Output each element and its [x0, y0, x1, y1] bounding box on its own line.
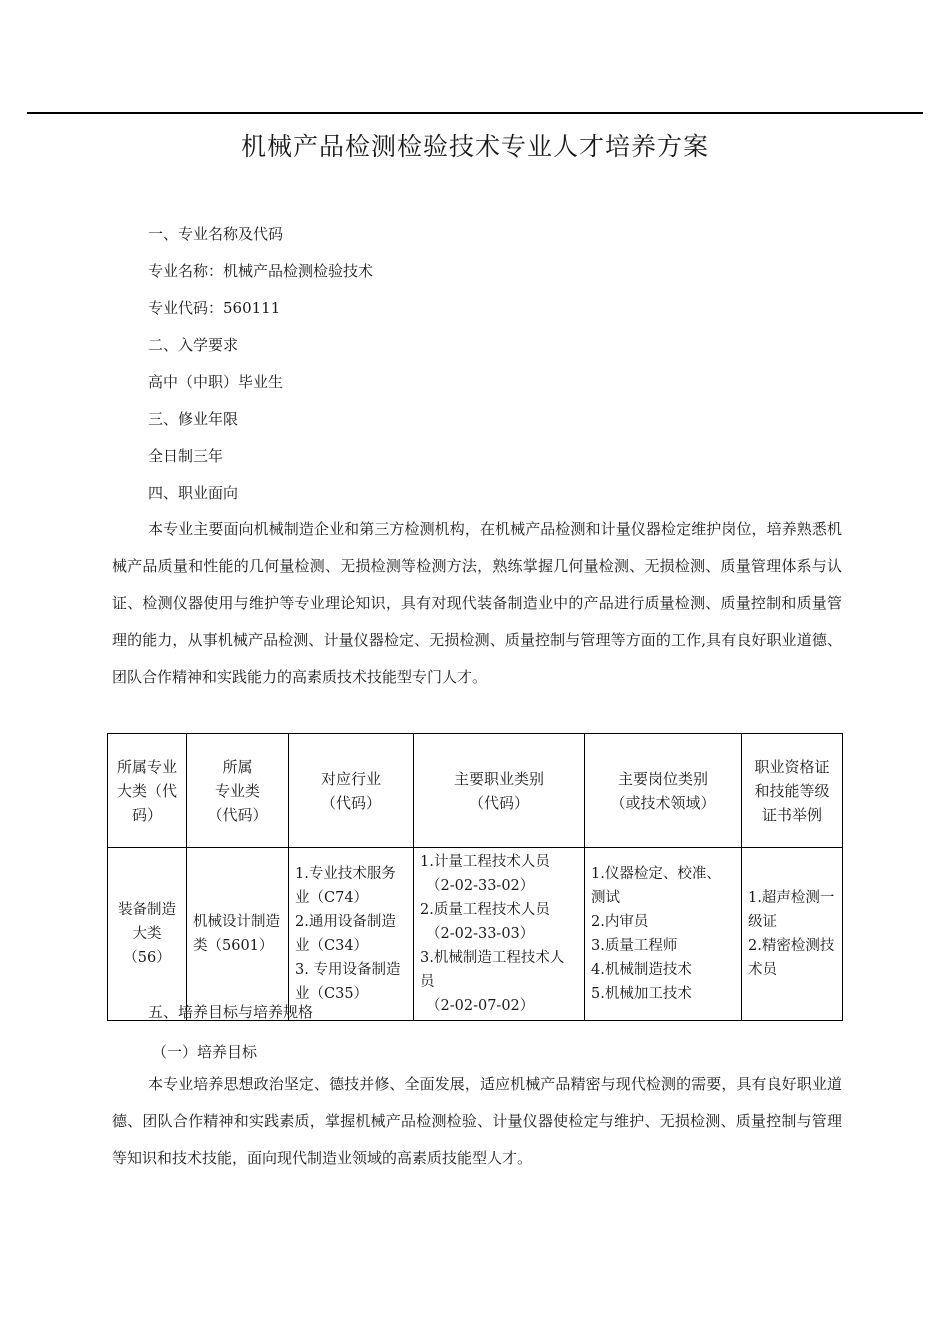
section-2-heading: 二、入学要求	[148, 336, 239, 354]
career-paragraph: 本专业主要面向机械制造企业和第三方检测机构，在机械产品检测和计量仪器检定维护岗位，培养熟悉机械产品质量和性能的几何量检测、无损检测等检测方法，熟练掌握几何量检测、无损检测、质量管理体系与认证、检测仪器使用与维护等专业理论知识，具有对现代装备制造业中的产品进行质量检测、质量控制和质量管理的能力，从事机械产品检测、计量仪器检定、无损检测、质量控制与管理等方面的工作,具有良好职业道德、团队合作精神和实践能力的高素质技术技能型专门人才。	[112, 520, 842, 686]
section-1-heading: 一、专业名称及代码	[148, 225, 284, 243]
table-row	[108, 848, 843, 1021]
cell-certificates: 1.超声检测一级证 2.精密检测技术员	[742, 848, 843, 1021]
cell-major-category: 装备制造大类（56）	[108, 848, 187, 1021]
section-3-heading: 三、修业年限	[148, 410, 239, 428]
goal-paragraph: 本专业培养思想政治坚定、德技并修、全面发展，适应机械产品精密与现代检测的需要，具有良好职业道德、团队合作精神和实践素质，掌握机械产品检测检验、计量仪器使检定与维护、无损检测、质量控制与管理等知识和技术技能，面向现代制造业领域的高素质技能型人才。	[112, 1075, 842, 1167]
cell-major-class: 机械设计制造类（5601）	[187, 848, 289, 1021]
section-5-heading: 五、培养目标与培养规格	[148, 1003, 314, 1021]
cell-position: 1.仪器检定、校准、测试 2.内审员 3.质量工程师 4.机械制造技术 5.机械加工技术	[585, 848, 742, 1021]
cell-industry: 1.专业技术服务业（C74） 2.通用设备制造业（C34） 3. 专用设备制造业（C35）	[289, 848, 414, 1021]
major-name: 专业名称：机械产品检测检验技术	[148, 262, 374, 280]
occupation-table	[107, 733, 843, 1021]
cell-occupation: 1.计量工程技术人员 （2-02-33-02） 2.质量工程技术人员 （2-02-33-03） 3.机械制造工程技术人员 （2-02-07-02）	[414, 848, 585, 1021]
header-industry: 对应行业 （代码）	[289, 734, 414, 848]
header-occupation: 主要职业类别 （代码）	[414, 734, 585, 848]
header-major-class: 所属 专业类 （代码）	[187, 734, 289, 848]
header-major-category: 所属专业大类（代码）	[108, 734, 187, 848]
major-code: 专业代码：560111	[148, 299, 281, 317]
header-position: 主要岗位类别 （或技术领域）	[585, 734, 742, 848]
header-certificates: 职业资格证和技能等级证书举例	[742, 734, 843, 848]
admission-requirement: 高中（中职）毕业生	[148, 373, 284, 391]
document-title: 机械产品检测检验技术专业人才培养方案	[240, 132, 709, 161]
table-header-row	[108, 734, 843, 848]
section-5-subheading: （一）培养目标	[152, 1043, 258, 1061]
top-rule	[27, 112, 923, 114]
section-4-heading: 四、职业面向	[148, 484, 239, 502]
study-duration: 全日制三年	[148, 447, 224, 465]
